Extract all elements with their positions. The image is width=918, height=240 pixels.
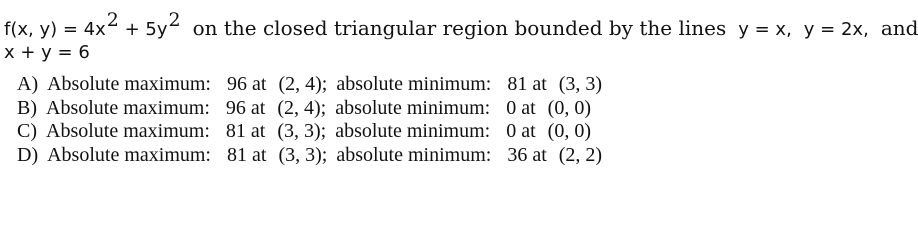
max-point: (2, 4); bbox=[277, 96, 327, 119]
max-point: (2, 4); bbox=[278, 73, 328, 95]
choice-label: C) bbox=[17, 120, 37, 142]
line-equation-1: y = x, bbox=[738, 19, 792, 40]
problem-statement bbox=[4, 9, 918, 63]
min-label: absolute minimum: bbox=[335, 96, 491, 119]
exponent-1: 2 bbox=[106, 9, 119, 31]
choice-label: A) bbox=[17, 73, 39, 95]
choice-a[interactable] bbox=[17, 73, 602, 97]
problem-and: and bbox=[880, 16, 918, 40]
max-label: Absolute maximum: bbox=[47, 73, 211, 95]
min-point: (0, 0) bbox=[547, 96, 591, 119]
max-value: 96 at bbox=[227, 73, 267, 95]
problem-line-2 bbox=[4, 40, 829, 62]
function-lhs: f(x, y) = 4x bbox=[4, 19, 106, 40]
max-value: 96 at bbox=[225, 96, 266, 119]
max-value: 81 at bbox=[225, 120, 266, 142]
max-label: Absolute maximum: bbox=[46, 120, 210, 142]
min-value: 36 at bbox=[507, 143, 547, 166]
min-label: absolute minimum: bbox=[336, 73, 492, 95]
max-label: Absolute maximum: bbox=[47, 143, 211, 166]
exponent-2: 2 bbox=[168, 9, 181, 31]
answer-choices bbox=[17, 73, 602, 167]
min-point: (2, 2) bbox=[558, 143, 603, 166]
choice-label: D) bbox=[17, 143, 39, 166]
min-value: 0 at bbox=[506, 120, 536, 142]
function-plus-term: + 5y bbox=[118, 19, 168, 40]
choice-d[interactable] bbox=[17, 144, 602, 168]
min-point: (3, 3) bbox=[558, 73, 603, 95]
max-value: 81 at bbox=[227, 143, 267, 166]
max-point: (3, 3); bbox=[277, 120, 327, 142]
min-value: 81 at bbox=[507, 73, 547, 95]
problem-line-1 bbox=[4, 9, 918, 40]
max-point: (3, 3); bbox=[278, 143, 328, 166]
choice-b[interactable] bbox=[17, 97, 602, 121]
max-label: Absolute maximum: bbox=[46, 96, 210, 119]
problem-text: on the closed triangular region bounded by the lines bbox=[192, 16, 727, 40]
choice-c[interactable] bbox=[17, 120, 602, 144]
min-value: 0 at bbox=[506, 96, 536, 119]
min-label: absolute minimum: bbox=[336, 143, 492, 166]
line-equation-3: x + y = 6 bbox=[4, 42, 90, 63]
min-point: (0, 0) bbox=[547, 120, 591, 142]
line-equation-2: y = 2x, bbox=[803, 19, 869, 40]
choice-label: B) bbox=[17, 96, 37, 119]
min-label: absolute minimum: bbox=[335, 120, 491, 142]
